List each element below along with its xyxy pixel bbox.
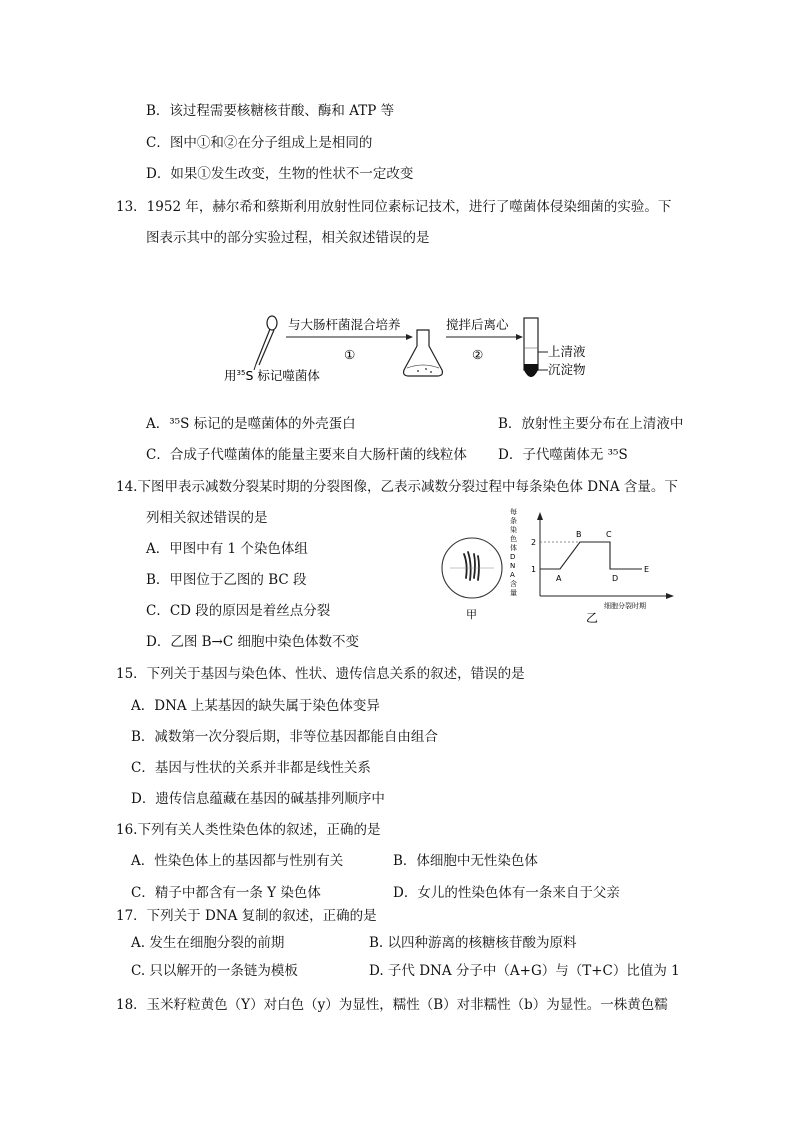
y-tick-label: 1 xyxy=(531,565,537,574)
ylabel-char: 量 xyxy=(510,589,517,597)
series-line xyxy=(540,542,642,569)
supernatant-label: 上清液 xyxy=(548,344,586,359)
q14-option-c: C．CD 段的原因是着丝点分裂 xyxy=(146,603,331,619)
q16-option-d: D．女儿的性染色体有一条来自于父亲 xyxy=(393,885,620,901)
q15-stem: 15．下列关于基因与染色体、性状、遗传信息关系的叙述，错误的是 xyxy=(116,666,525,682)
q17-option-b: B. 以四种游离的核糖核苷酸为原料 xyxy=(369,935,577,951)
fig-yi-label: 乙 xyxy=(586,611,599,625)
q16-option-a: A．性染色体上的基因都与性别有关 xyxy=(131,853,344,869)
q15-option-d: D．遗传信息蕴藏在基因的碱基排列顺序中 xyxy=(131,791,385,807)
test-tube-icon xyxy=(524,318,538,377)
point-label-C: C xyxy=(606,530,612,539)
phage-label: 用$^{35}$S 标记噬菌体 xyxy=(224,368,320,383)
y-tick-label: 2 xyxy=(531,538,537,547)
q14-dna-chart xyxy=(508,504,686,626)
dropper-icon xyxy=(254,316,277,370)
q12-option-b: B．该过程需要核糖核苷酸、酶和 ATP 等 xyxy=(146,103,395,119)
ylabel-char: 条 xyxy=(510,517,517,525)
point-label-A: A xyxy=(556,574,562,583)
step2-number: ② xyxy=(472,347,484,362)
step1-label: 与大肠杆菌混合培养 xyxy=(288,317,401,332)
q13-experiment-figure xyxy=(210,312,630,392)
chart-xlabel: 细胞分裂时期 xyxy=(604,602,646,610)
q13-option-d: D．子代噬菌体无 ³⁵S xyxy=(498,447,628,463)
q13-option-b: B．放射性主要分布在上清液中 xyxy=(498,416,684,432)
q18-stem: 18．玉米籽粒黄色（Y）对白色（y）为显性，糯性（B）对非糯性（b）为显性。一株黄色糯 xyxy=(116,997,668,1013)
fig-jia-label: 甲 xyxy=(466,608,477,621)
q14-option-d: D．乙图 B→C 细胞中染色体数不变 xyxy=(146,634,359,650)
q15-option-c: C．基因与性状的关系并非都是线性关系 xyxy=(131,760,371,776)
step1-number: ① xyxy=(344,347,356,362)
q16-option-b: B．体细胞中无性染色体 xyxy=(393,853,538,869)
q16-option-c: C．精子中都含有一条 Y 染色体 xyxy=(131,885,321,901)
q14-option-b: B．甲图位于乙图的 BC 段 xyxy=(146,572,307,588)
q13-option-a: A．³⁵S 标记的是噬菌体的外壳蛋白 xyxy=(146,416,356,432)
q14-stem-line2: 列相关叙述错误的是 xyxy=(146,510,268,526)
q14-option-a: A．甲图中有 1 个染色体组 xyxy=(146,541,308,557)
step2-label: 搅拌后离心 xyxy=(446,317,509,332)
q16-stem: 16.下列有关人类性染色体的叙述，正确的是 xyxy=(116,822,381,838)
ylabel-char: 染 xyxy=(510,526,517,534)
q12-option-d: D．如果①发生改变，生物的性状不一定改变 xyxy=(146,166,414,182)
q12-option-c: C．图中①和②在分子组成上是相同的 xyxy=(146,135,373,151)
q13-stem-line2: 图表示其中的部分实验过程，相关叙述错误的是 xyxy=(146,230,430,246)
q14-cell-figure xyxy=(440,534,506,624)
q13-stem-line1: 13．1952 年，赫尔希和蔡斯利用放射性同位素标记技术，进行了噬菌体侵染细菌的实验。下 xyxy=(116,199,672,215)
ylabel-char: D xyxy=(510,553,516,561)
q17-stem: 17．下列关于 DNA 复制的叙述，正确的是 xyxy=(116,908,377,924)
q15-option-b: B．减数第一次分裂后期，非等位基因都能自由组合 xyxy=(131,729,438,745)
ylabel-char: N xyxy=(510,562,516,570)
precipitate-label: 沉淀物 xyxy=(548,362,586,377)
q15-option-a: A．DNA 上某基因的缺失属于染色体变异 xyxy=(131,698,380,714)
q17-option-d: D. 子代 DNA 分子中（A+G）与（T+C）比值为 1 xyxy=(369,963,680,979)
ylabel-char: 体 xyxy=(510,544,517,552)
ylabel-char: A xyxy=(510,571,515,579)
point-label-D: D xyxy=(612,574,619,583)
q14-stem-line1: 14.下图甲表示减数分裂某时期的分裂图像，乙表示减数分裂过程中每条染色体 DNA 含量。下 xyxy=(116,479,678,495)
q17-option-a: A. 发生在细胞分裂的前期 xyxy=(131,935,285,951)
point-label-E: E xyxy=(644,565,650,574)
q13-option-c: C．合成子代噬菌体的能量主要来自大肠杆菌的线粒体 xyxy=(146,447,467,463)
q17-option-c: C. 只以解开的一条链为模板 xyxy=(131,963,298,979)
ylabel-char: 每 xyxy=(510,508,517,516)
ylabel-char: 含 xyxy=(510,580,517,588)
chart-ylabel xyxy=(510,507,517,597)
point-label-B: B xyxy=(576,530,582,539)
ylabel-char: 色 xyxy=(510,535,517,543)
